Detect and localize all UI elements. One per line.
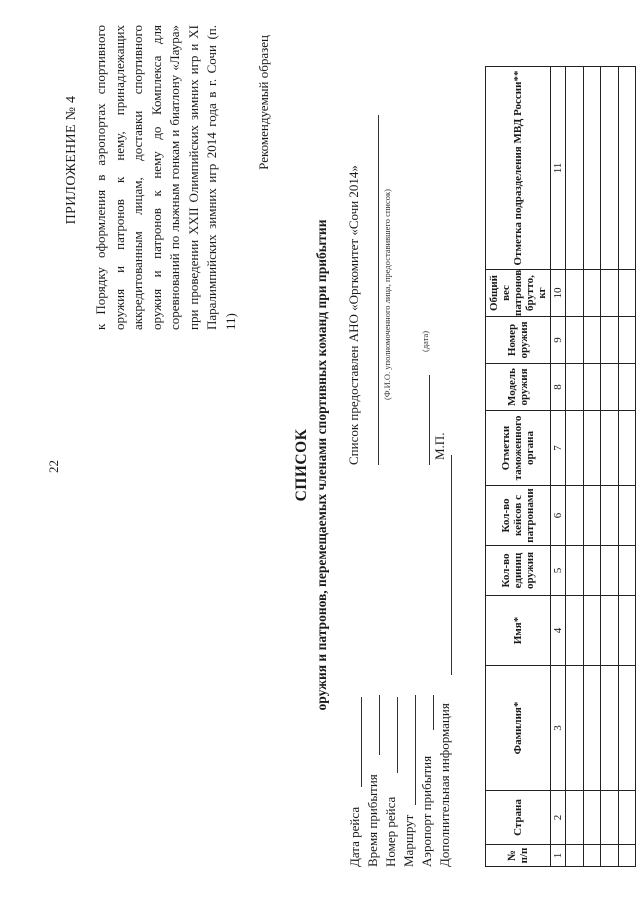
- table-cell: [566, 270, 584, 317]
- column-number: 5: [551, 546, 566, 596]
- field-flight-number: Номер рейса: [383, 796, 398, 867]
- header-cell: Кол-во единиц оружия: [486, 546, 551, 596]
- table-row: [566, 67, 584, 867]
- column-number: 4: [551, 596, 566, 666]
- table-cell: [566, 546, 584, 596]
- table-header-row: [486, 67, 551, 867]
- table-cell: [618, 596, 636, 666]
- table-cell: [583, 845, 601, 867]
- table-cell: [583, 596, 601, 666]
- table-cell: [601, 270, 619, 317]
- field-arrival-time: Время прибытия: [365, 774, 380, 867]
- column-number: 11: [551, 67, 566, 270]
- table-cell: [566, 317, 584, 364]
- table-cell: [583, 791, 601, 845]
- sample-label: Рекомендуемый образец: [256, 35, 271, 170]
- table-cell: [583, 364, 601, 411]
- table-cell: [583, 666, 601, 791]
- table-cell: [601, 845, 619, 867]
- table-cell: [583, 317, 601, 364]
- column-number: 8: [551, 364, 566, 411]
- header-cell: Общий вес патронов брутто, кг: [486, 270, 551, 317]
- flight-number-line: [396, 697, 398, 773]
- header-cell: Фамилия*: [486, 666, 551, 791]
- table-cell: [566, 411, 584, 486]
- table-cell: [601, 486, 619, 546]
- table-cell: [583, 486, 601, 546]
- table-cell: [618, 364, 636, 411]
- header-cell: Кол-во кейсов с патронами: [486, 486, 551, 546]
- table-cell: [566, 486, 584, 546]
- column-number: 7: [551, 411, 566, 486]
- table-cell: [601, 411, 619, 486]
- column-number: 1: [551, 845, 566, 867]
- document-subtitle: оружия и патронов, перемещаемых членами спортивных команд при прибытии: [314, 219, 329, 711]
- date-line: [428, 375, 430, 465]
- fio-caption: (Ф.И.О. уполномоченного лица, предоставившего список): [382, 189, 392, 400]
- header-cell: Номер оружия: [486, 317, 551, 364]
- page-number: 22: [46, 460, 61, 473]
- table-cell: [618, 317, 636, 364]
- table-cell: [566, 666, 584, 791]
- column-number: 9: [551, 317, 566, 364]
- table-cell: [601, 546, 619, 596]
- table-cell: [566, 845, 584, 867]
- table-cell: [618, 270, 636, 317]
- field-flight-date: Дата рейса: [347, 806, 362, 867]
- header-cell: Имя*: [486, 596, 551, 666]
- table-cell: [583, 411, 601, 486]
- column-number: 3: [551, 666, 566, 791]
- table-cell: [601, 791, 619, 845]
- table-cell: [601, 596, 619, 666]
- table-row: [601, 67, 619, 867]
- table-cell: [566, 791, 584, 845]
- table-cell: [583, 67, 601, 270]
- table-cell: [566, 364, 584, 411]
- stamp-placeholder: М.П.: [432, 432, 447, 460]
- table-cell: [618, 666, 636, 791]
- table-cell: [618, 486, 636, 546]
- table-row: [583, 67, 601, 867]
- table-row: [618, 67, 636, 867]
- header-cell: Модель оружия: [486, 364, 551, 411]
- table-cell: [601, 317, 619, 364]
- table-cell: [601, 67, 619, 270]
- table-cell: [618, 67, 636, 270]
- fio-line: [377, 115, 379, 465]
- table-cell: [601, 364, 619, 411]
- table-cell: [583, 270, 601, 317]
- column-number-row: [551, 67, 566, 867]
- appendix-title: ПРИЛОЖЕНИЕ № 4: [64, 95, 79, 225]
- field-route: Маршрут: [401, 814, 416, 867]
- arrival-time-line: [378, 695, 380, 755]
- header-cell: № п/п: [486, 845, 551, 867]
- arrival-airport-line: [432, 695, 434, 730]
- table-cell: [618, 411, 636, 486]
- table-cell: [583, 546, 601, 596]
- document-title: СПИСОК: [293, 428, 310, 502]
- column-number: 2: [551, 791, 566, 845]
- appendix-text: к Порядку оформления в аэропортах спортивного оружия и патронов к нему, принадлежащих аккредитованным лицам, доставки спортивного оружия и патронов к нему до Комплекса для соревнований по лыжным гонкам и биатлону «Лаура» при проведении XXII Олимпийских зимних игр и XI Паралимпийских зимних игр 2014 года в г. Сочи (п. 11): [93, 25, 238, 330]
- field-additional-info: Дополнительная информация: [437, 703, 452, 867]
- header-cell: Отметки таможенного органа: [486, 411, 551, 486]
- field-arrival-airport: Аэропорт прибытия: [419, 755, 434, 867]
- table-cell: [618, 546, 636, 596]
- column-number: 10: [551, 270, 566, 317]
- table-cell: [618, 791, 636, 845]
- table-cell: [601, 666, 619, 791]
- header-cell: Отметка подразделения МВД России**: [486, 67, 551, 270]
- column-number: 6: [551, 486, 566, 546]
- additional-info-line: [450, 455, 452, 675]
- provided-by-text: Список предоставлен АНО «Оргкомитет «Сочи 2014»: [346, 165, 361, 465]
- header-cell: Страна: [486, 791, 551, 845]
- date-caption: (дата): [420, 330, 430, 352]
- route-line: [414, 695, 416, 805]
- table-cell: [566, 596, 584, 666]
- flight-date-line: [360, 697, 362, 787]
- table-cell: [566, 67, 584, 270]
- weapons-table: [485, 66, 636, 867]
- table-cell: [618, 845, 636, 867]
